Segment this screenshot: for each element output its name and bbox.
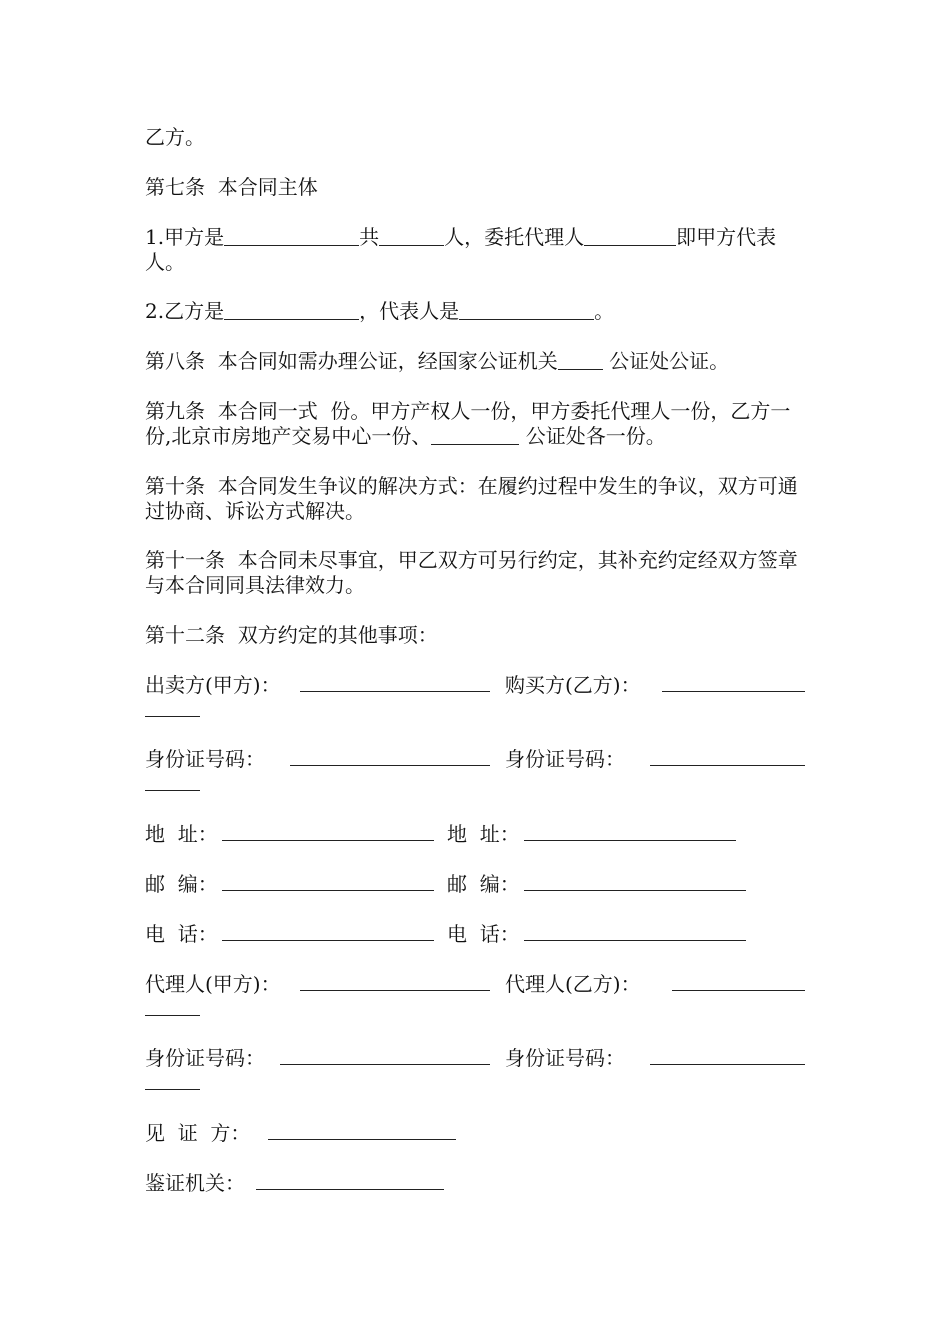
buyer-id-blank-continued[interactable]	[145, 772, 200, 791]
seller-blank[interactable]	[300, 673, 490, 692]
buyer-agent-id-blank-continued[interactable]	[145, 1071, 200, 1090]
buyer-id-blank[interactable]	[650, 747, 805, 766]
clause-text: 1.甲方是	[145, 225, 225, 249]
article-text: 公证处各一份。	[519, 424, 666, 448]
paragraph-end-previous	[145, 125, 810, 150]
seller-agent-id-label: 身份证号码：	[145, 1046, 265, 1070]
clause-text: 即甲方代表人。	[145, 225, 777, 274]
fill-blank[interactable]	[224, 301, 359, 320]
buyer-address-label: 地 址：	[447, 822, 520, 846]
article-9	[145, 399, 810, 449]
witness-label: 见 证 方：	[145, 1121, 251, 1145]
article-text: 第八条 本合同如需办理公证，经国家公证机关	[145, 349, 558, 373]
article-12	[145, 623, 810, 648]
buyer-zip-blank[interactable]	[524, 872, 746, 891]
seller-phone-label: 电 话：	[145, 922, 218, 946]
fill-blank[interactable]	[224, 227, 359, 246]
buyer-agent-label: 代理人(乙方)：	[505, 972, 641, 996]
buyer-phone-blank[interactable]	[524, 922, 746, 941]
buyer-agent-blank[interactable]	[672, 972, 805, 991]
article-text: 公证处公证。	[602, 349, 730, 373]
seller-label: 出卖方(甲方)：	[145, 673, 281, 697]
clause-text: 共	[359, 225, 380, 249]
seller-agent-label: 代理人(甲方)：	[145, 972, 281, 996]
buyer-label: 购买方(乙方)：	[505, 673, 641, 697]
fill-blank[interactable]	[558, 351, 603, 370]
seller-zip-blank[interactable]	[222, 872, 434, 891]
seller-zip-label: 邮 编：	[145, 872, 218, 896]
article-text: 第十条 本合同发生争议的解决方式：在履约过程中发生的争议，双方可通过协商、诉讼方式解决。	[145, 474, 798, 523]
authority-label: 鉴证机关：	[145, 1171, 245, 1195]
seller-id-label: 身份证号码：	[145, 747, 265, 771]
article-10	[145, 474, 810, 524]
article-text: 第九条 本合同一式 份。甲方产权人一份，甲方委托代理人一份，乙方一份,北京市房地产交易中心一份、	[145, 399, 791, 448]
article-7-clause-2	[145, 299, 810, 324]
seller-address-blank[interactable]	[222, 822, 434, 841]
buyer-phone-label: 电 话：	[447, 922, 520, 946]
buyer-agent-blank-continued[interactable]	[145, 997, 200, 1016]
buyer-blank[interactable]	[662, 673, 805, 692]
buyer-blank-continued[interactable]	[145, 698, 200, 717]
article-title-text: 第七条 本合同主体	[145, 175, 318, 199]
fill-blank[interactable]	[379, 227, 444, 246]
seller-phone-blank[interactable]	[222, 922, 434, 941]
seller-agent-id-blank[interactable]	[280, 1046, 490, 1065]
authority-blank[interactable]	[256, 1171, 444, 1190]
clause-text: ，代表人是	[359, 299, 460, 323]
article-11	[145, 548, 810, 598]
buyer-id-label: 身份证号码：	[505, 747, 625, 771]
clause-text: 。	[594, 299, 615, 323]
paragraph-text: 乙方。	[145, 125, 205, 149]
buyer-address-blank[interactable]	[524, 822, 736, 841]
clause-text: 2.乙方是	[145, 299, 225, 323]
article-text: 第十一条 本合同未尽事宜，甲乙双方可另行约定，其补充约定经双方签章与本合同同具法律效力。	[145, 548, 798, 597]
seller-address-label: 地 址：	[145, 822, 218, 846]
fill-blank[interactable]	[459, 301, 594, 320]
article-text: 第十二条 双方约定的其他事项：	[145, 623, 438, 647]
seller-agent-blank[interactable]	[300, 972, 490, 991]
buyer-agent-id-label: 身份证号码：	[505, 1046, 625, 1070]
fill-blank[interactable]	[584, 227, 676, 246]
clause-text: 人，委托代理人	[444, 225, 585, 249]
witness-blank[interactable]	[268, 1121, 456, 1140]
article-7-clause-1	[145, 225, 810, 275]
buyer-agent-id-blank[interactable]	[650, 1046, 805, 1065]
fill-blank[interactable]	[431, 426, 519, 445]
seller-id-blank[interactable]	[290, 747, 490, 766]
buyer-zip-label: 邮 编：	[447, 872, 520, 896]
article-8	[145, 349, 810, 374]
article-7-title	[145, 175, 810, 200]
